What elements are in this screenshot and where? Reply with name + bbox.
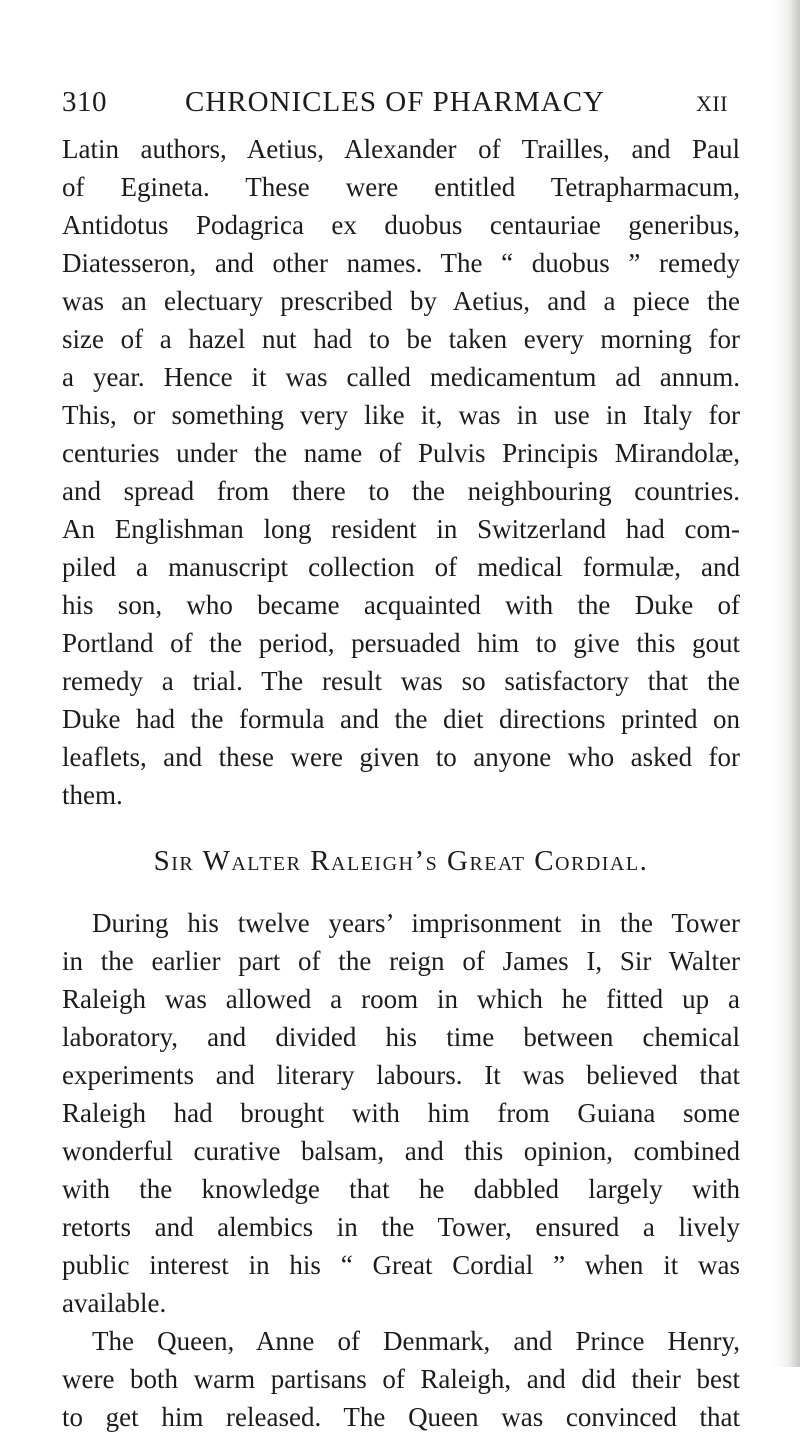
text-line: was an electuary prescribed by Aetius, and a piece the <box>62 286 740 316</box>
text-line: Antidotus Podagrica ex duobus centauriae generibus, <box>62 210 740 240</box>
text-line: remedy a trial. The result was so satisfactory that the <box>62 666 740 696</box>
text-line: in the earlier part of the reign of James I, Sir Walter <box>62 946 740 976</box>
page-number: 310 <box>62 86 107 118</box>
page-edge-shadow <box>774 0 800 1367</box>
text-line: centuries under the name of Pulvis Principis Mirandolæ, <box>62 438 740 468</box>
text-line: experiments and literary labours. It was believed that <box>62 1060 740 1090</box>
paragraph-1 <box>62 130 740 814</box>
running-head <box>62 82 728 122</box>
text-line: An Englishman long resident in Switzerland had com- <box>62 514 740 544</box>
text-line: This, or something very like it, was in use in Italy for <box>62 400 740 430</box>
paragraph-3 <box>62 1322 740 1436</box>
text-line: available. <box>62 1288 167 1318</box>
text-line: a year. Hence it was called medicamentum ad annum. <box>62 362 740 392</box>
text-line: Portland of the period, persuaded him to give this gout <box>62 628 740 658</box>
chapter-number: XII <box>695 91 728 116</box>
text-line: The Queen, Anne of Denmark, and Prince Henry, <box>92 1326 740 1356</box>
paragraph-2 <box>62 904 740 1322</box>
text-line: laboratory, and divided his time between chemical <box>62 1022 740 1052</box>
text-line: size of a hazel nut had to be taken every morning for <box>62 324 740 354</box>
text-line: Duke had the formula and the diet directions printed on <box>62 704 740 734</box>
text-line: piled a manuscript collection of medical formulæ, and <box>62 552 740 582</box>
text-line: were both warm partisans of Raleigh, and did their best <box>62 1364 740 1394</box>
text-line: of Egineta. These were entitled Tetrapharmacum, <box>62 172 740 202</box>
text-line: Latin authors, Aetius, Alexander of Trailles, and Paul <box>62 134 740 164</box>
running-title: CHRONICLES OF PHARMACY <box>184 86 605 118</box>
text-line: During his twelve years’ imprisonment in the Tower <box>92 908 740 938</box>
body-text <box>62 130 740 1436</box>
text-line: and spread from there to the neighbouring countries. <box>62 476 740 506</box>
text-line: to get him released. The Queen was convinced that <box>62 1402 740 1432</box>
text-line: them. <box>62 780 123 810</box>
text-line: Raleigh had brought with him from Guiana some <box>62 1098 740 1128</box>
text-line: Raleigh was allowed a room in which he fitted up a <box>62 984 740 1014</box>
text-line: wonderful curative balsam, and this opinion, combined <box>62 1136 740 1166</box>
text-line: with the knowledge that he dabbled largely with <box>62 1174 740 1204</box>
text-line: leaflets, and these were given to anyone who asked for <box>62 742 740 772</box>
text-line: his son, who became acquainted with the Duke of <box>62 590 740 620</box>
section-heading: Sir Walter Raleigh’s Great Cordial. <box>153 845 649 877</box>
text-line: retorts and alembics in the Tower, ensured a lively <box>62 1212 740 1242</box>
text-line: Diatesseron, and other names. The “ duobus ” remedy <box>62 248 740 278</box>
text-line: public interest in his “ Great Cordial ” when it was <box>62 1250 740 1280</box>
